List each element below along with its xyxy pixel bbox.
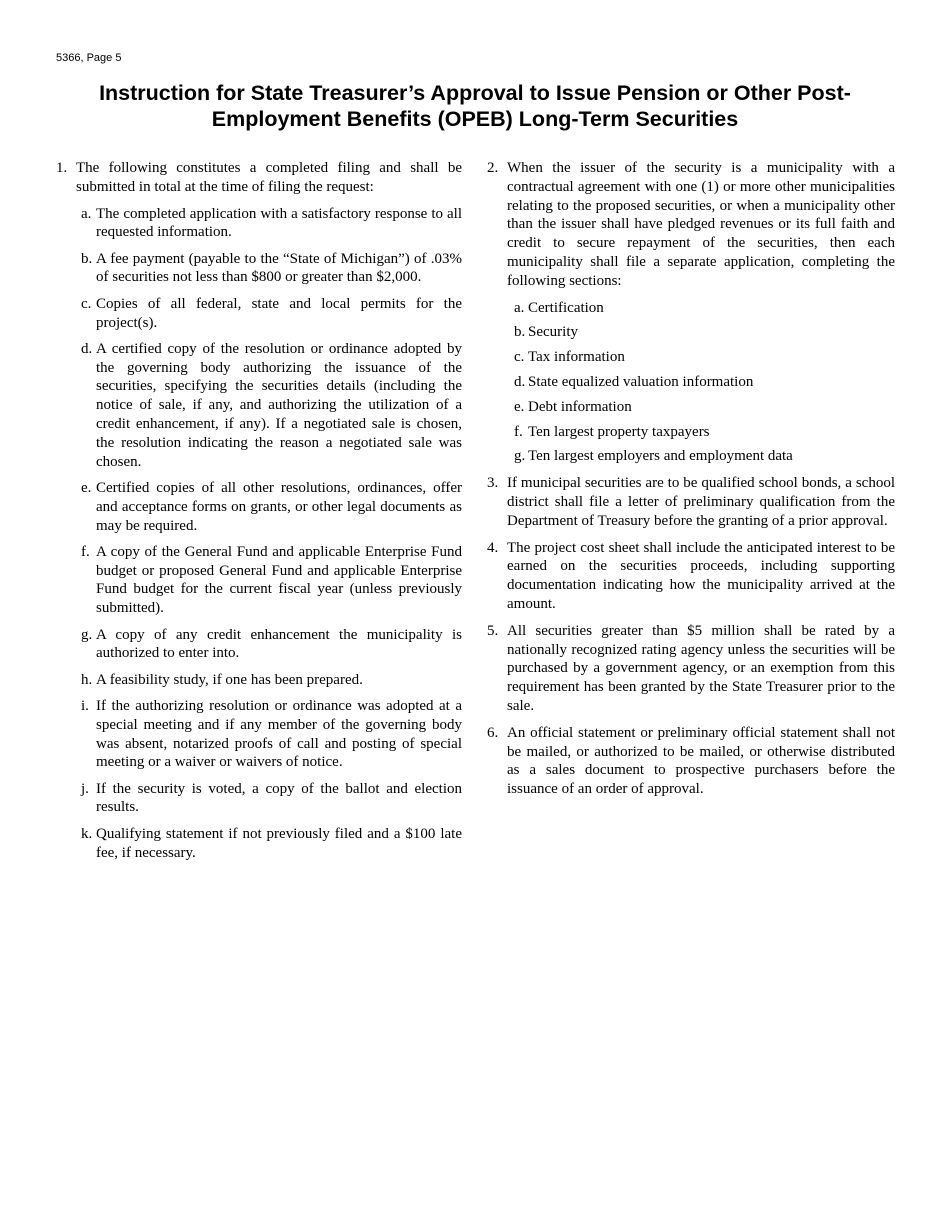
sub-letter: k.	[81, 825, 93, 842]
sub-text: A certified copy of the resolution or ordinance adopted by the governing body authorizing the issuance of the securities, specifying the securities details (including the notice of sale, if any, and authorizing the utilization of a credit enhancement, if any). If a negotiated sale is chosen, the resolution indicating the reason a negotiated sale was chosen.	[96, 340, 462, 470]
sub-text: A copy of any credit enhancement the municipality is authorized to enter into.	[96, 626, 462, 662]
section-item-b	[487, 323, 895, 342]
sub-item-e	[56, 479, 462, 535]
sub-text: If the security is voted, a copy of the ballot and election results.	[96, 780, 462, 816]
instruction-item-3	[487, 474, 895, 530]
sub-item-d	[56, 340, 462, 472]
sub-text: State equalized valuation information	[528, 373, 754, 390]
sub-text: Tax information	[528, 349, 625, 366]
sub-letter: d.	[81, 340, 93, 357]
item-text: If municipal securities are to be qualified school bonds, a school district shall file a letter of preliminary qualification from the Department of Treasury before the granting of a prior approval.	[507, 475, 895, 529]
instruction-item-4	[487, 539, 895, 614]
item-text: All securities greater than $5 million shall be rated by a nationally recognized rating agency unless the securities will be purchased by a government agency, or an exemption from this requirement has been granted by the State Treasurer prior to the sale.	[507, 622, 895, 714]
sub-letter: e.	[514, 398, 525, 415]
sub-letter: g.	[514, 448, 526, 465]
sub-text: Ten largest property taxpayers	[528, 423, 710, 440]
sub-text: The completed application with a satisfactory response to all requested information.	[96, 205, 462, 241]
item-text: An official statement or preliminary official statement shall not be mailed, or authorized to be mailed, or otherwise distributed as a sales document to prospective purchasers before the issuance of an order of approval.	[507, 724, 895, 798]
sub-text: A copy of the General Fund and applicable Enterprise Fund budget or proposed General Fund and applicable Enterprise Fund budget for the current fiscal year (unless previously submitted).	[96, 543, 462, 617]
item-number: 4.	[487, 539, 499, 556]
sub-item-h	[56, 671, 462, 690]
item-text: The following constitutes a completed filing and shall be submitted in total at the time of filing the request:	[76, 160, 462, 195]
sub-text: Qualifying statement if not previously filed and a $100 late fee, if necessary.	[96, 825, 462, 861]
sub-letter: a.	[81, 205, 92, 222]
section-item-a	[487, 299, 895, 318]
sub-letter: j.	[81, 780, 89, 797]
sub-text: Copies of all federal, state and local permits for the project(s).	[96, 295, 462, 331]
item-number: 5.	[487, 622, 499, 639]
section-item-d	[487, 373, 895, 392]
sub-item-a	[56, 205, 462, 243]
sub-letter: i.	[81, 697, 89, 714]
instruction-item-5	[487, 622, 895, 716]
item-number: 6.	[487, 724, 499, 741]
item-number: 2.	[487, 160, 499, 176]
instruction-item-2	[487, 159, 895, 291]
sub-text: A fee payment (payable to the “State of Michigan”) of .03% of securities not less than $800 or greater than $2,000.	[96, 250, 462, 286]
sub-item-k	[56, 825, 462, 863]
sub-letter: b.	[81, 250, 93, 267]
sub-letter: d.	[514, 373, 526, 390]
section-item-f	[487, 423, 895, 442]
sub-item-c	[56, 295, 462, 333]
sub-text: Certification	[528, 299, 604, 316]
sub-letter: f.	[81, 543, 90, 560]
sub-letter: c.	[81, 295, 92, 312]
item-number: 3.	[487, 475, 499, 492]
section-item-e	[487, 398, 895, 417]
sub-letter: h.	[81, 671, 93, 688]
left-column	[56, 159, 462, 862]
right-column	[487, 159, 895, 799]
sub-item-f	[56, 543, 462, 618]
sub-text: Certified copies of all other resolutions, ordinances, offer and acceptance forms on grants, or other legal documents as may be required.	[96, 479, 462, 534]
sub-text: Security	[528, 324, 578, 341]
sub-letter: b.	[514, 324, 526, 341]
sub-letter: a.	[514, 299, 525, 316]
sub-item-b	[56, 250, 462, 288]
sub-item-j	[56, 780, 462, 818]
instruction-item-1	[56, 159, 462, 197]
sub-text: Ten largest employers and employment data	[528, 448, 793, 465]
sub-item-i	[56, 697, 462, 772]
sub-letter: c.	[514, 349, 525, 366]
section-item-c	[487, 348, 895, 367]
sub-text: If the authorizing resolution or ordinance was adopted at a special meeting and if any member of the governing body was absent, notarized proofs of call and posting of special meeting or a waiver or waivers of notice.	[96, 697, 462, 771]
item-text: When the issuer of the security is a municipality with a contractual agreement with one (1) or more other municipalities relating to the proposed securities, or when a municipality other than the issuer shall have pledged revenues or its full faith and credit to secure repayment of the securities, then each municipality shall file a separate application, completing the following sections:	[507, 160, 895, 289]
item-text: The project cost sheet shall include the anticipated interest to be earned on the securities proceeds, including supporting documentation indicating how the municipality arrived at the amount.	[507, 539, 895, 612]
page-identifier: 5366, Page 5	[56, 52, 122, 64]
document-title: Instruction for State Treasurer’s Approval to Issue Pension or Other Post-Employment Benefits (OPEB) Long-Term Securities	[99, 81, 851, 131]
sub-text: Debt information	[528, 398, 632, 415]
section-item-g	[487, 447, 895, 466]
instruction-item-6	[487, 724, 895, 799]
sub-letter: e.	[81, 479, 92, 496]
sub-letter: g.	[81, 626, 93, 643]
sub-item-g	[56, 626, 462, 664]
item-number: 1.	[56, 160, 68, 176]
sub-letter: f.	[514, 423, 523, 440]
sub-text: A feasibility study, if one has been prepared.	[96, 671, 363, 688]
